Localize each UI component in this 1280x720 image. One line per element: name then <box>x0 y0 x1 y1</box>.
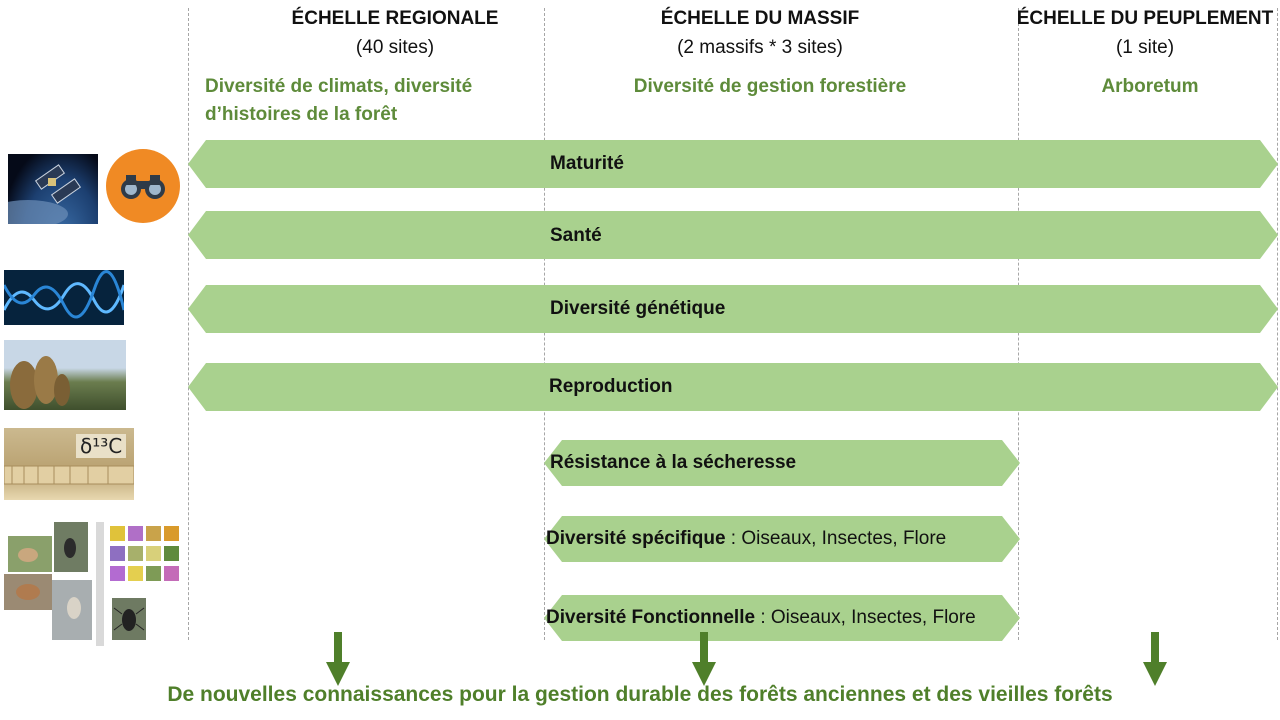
insect-icon <box>112 598 146 640</box>
flora-grid-image <box>110 526 182 586</box>
tree-core-image <box>4 428 134 500</box>
down-arrow-massif <box>692 632 716 686</box>
insect-image <box>112 598 146 640</box>
column-subtitle-massif: (2 massifs * 3 sites) <box>677 37 843 58</box>
column-title-massif: ÉCHELLE DU MASSIF <box>660 8 860 29</box>
column-theme-massif: Diversité de gestion forestière <box>633 76 907 97</box>
divider-right-edge <box>1277 8 1278 640</box>
isotope-label: δ¹³C <box>76 434 126 458</box>
column-theme-regional <box>205 73 535 129</box>
divider-regional-left <box>188 8 189 640</box>
column-subtitle-regional: (40 sites) <box>355 37 435 58</box>
cones-image <box>4 340 126 410</box>
dna-image <box>4 270 124 325</box>
arrow-reproduction <box>188 363 1278 411</box>
arrow-maturite <box>188 140 1278 188</box>
arrow-label-maturite: Maturité <box>550 153 624 174</box>
arrow-label-diversite-genetique: Diversité génétique <box>550 298 726 319</box>
arrow-label-reproduction: Reproduction <box>549 376 673 397</box>
dna-helix-icon <box>4 270 124 325</box>
down-arrow-regional <box>326 632 350 686</box>
arrow-label-sante: Santé <box>550 225 602 246</box>
arrow-label-diversite-fonctionnelle: Diversité Fonctionnelle : Oiseaux, Insectes, Flore <box>546 607 976 628</box>
column-theme-regional-line1: Diversité de climats, diversité <box>205 76 473 97</box>
birds-collage-image <box>4 522 92 640</box>
column-title-peuplement: ÉCHELLE DU PEUPLEMENT <box>1016 8 1274 29</box>
column-title-regional: ÉCHELLE REGIONALE <box>291 8 499 29</box>
arrow-label-diversite-fonctionnelle-detail: : Oiseaux, Insectes, Flore <box>755 607 976 628</box>
bird-icon <box>4 522 92 640</box>
arrow-label-resistance-secheresse: Résistance à la sécheresse <box>550 452 797 473</box>
column-theme-peuplement: Arboretum <box>1101 76 1199 97</box>
arrow-label-diversite-specifique: Diversité spécifique : Oiseaux, Insectes, Flore <box>546 528 947 549</box>
down-arrow-peuplement <box>1143 632 1167 686</box>
collage-divider <box>96 522 104 646</box>
flower-icon <box>110 526 182 586</box>
fir-cone-icon <box>4 340 126 410</box>
binoculars-image <box>106 149 180 223</box>
satellite-icon <box>8 154 98 224</box>
footer-conclusion: De nouvelles connaissances pour la gestion durable des forêts anciennes et des vieilles forêts <box>167 683 1113 706</box>
arrow-label-diversite-specifique-detail: : Oiseaux, Insectes, Flore <box>725 528 947 549</box>
satellite-image <box>8 154 98 224</box>
binoculars-icon <box>106 149 180 223</box>
arrow-diversite-genetique <box>188 285 1278 333</box>
column-subtitle-peuplement: (1 site) <box>1115 37 1175 58</box>
column-theme-regional-line2: d’histoires de la forêt <box>205 104 398 125</box>
arrow-sante <box>188 211 1278 259</box>
